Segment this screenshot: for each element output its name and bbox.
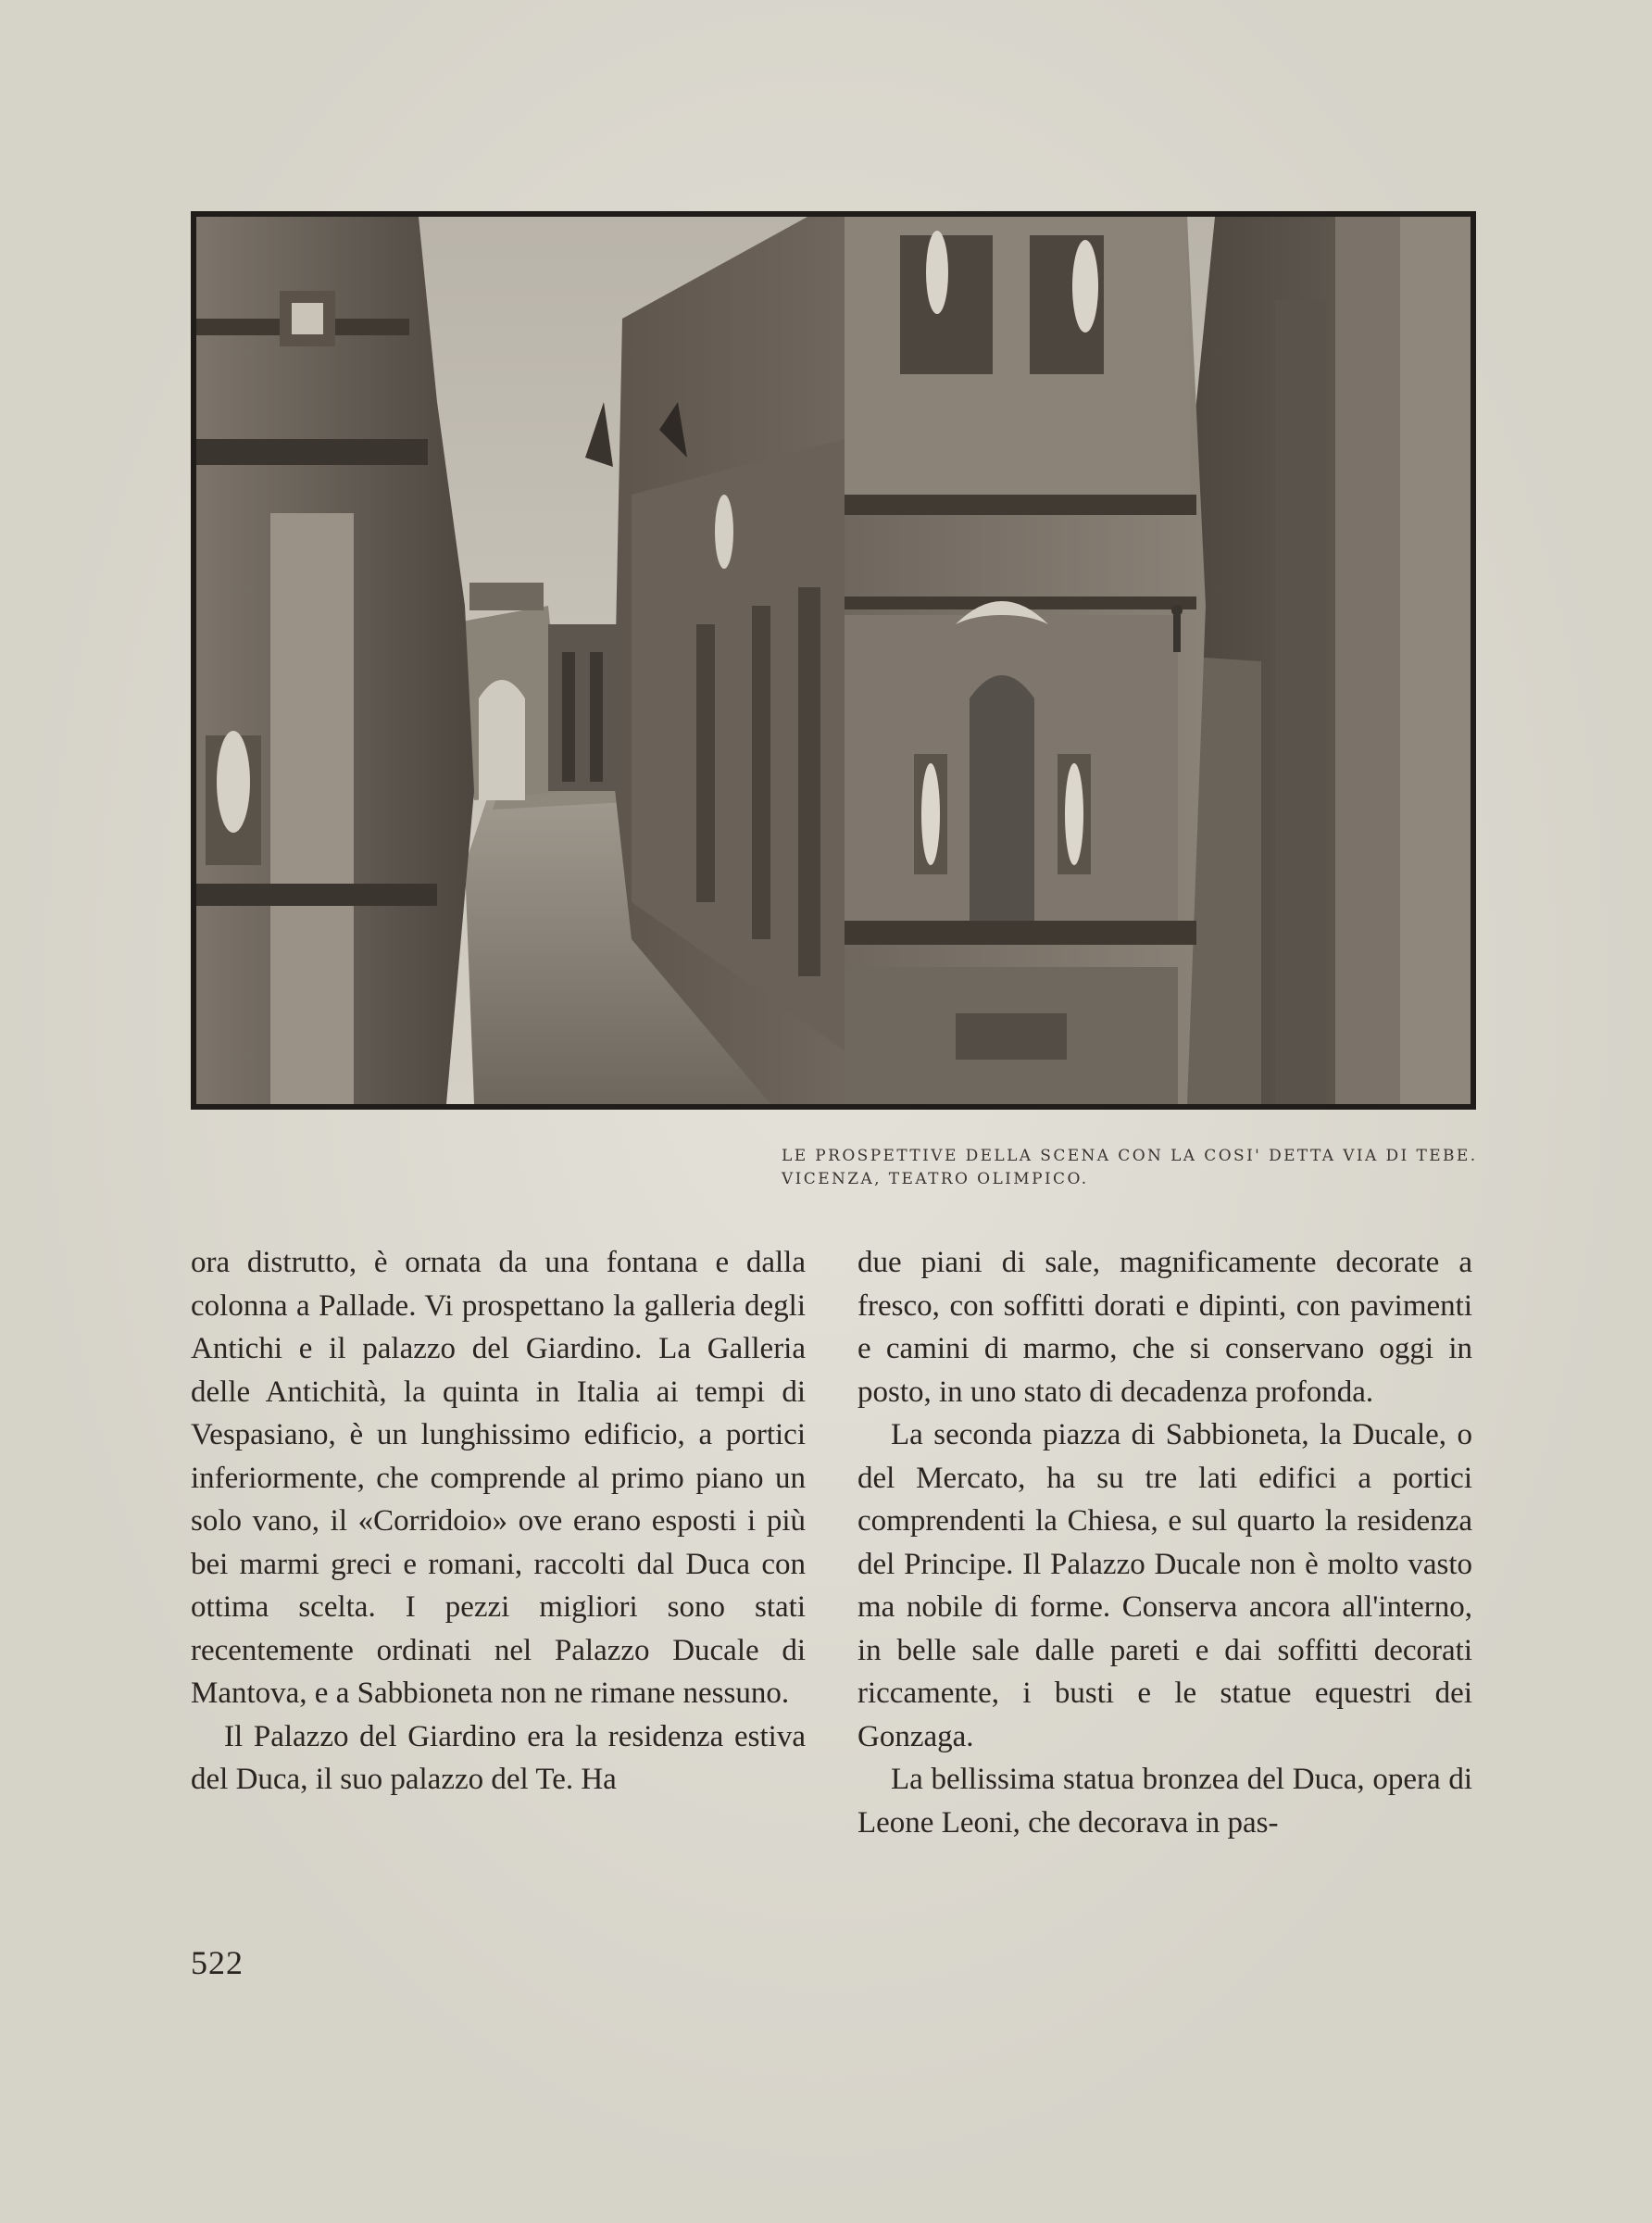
page-number: 522 [191, 1944, 244, 1981]
photo-plate [191, 211, 1476, 1110]
paragraph: La bellissima statua bronzea del Duca, opera di Leone Leoni, che decorava in pas- [857, 1763, 1472, 1840]
caption-line: VICENZA, TEATRO OLIMPICO. [782, 1170, 1089, 1188]
text-column-right [857, 1241, 1472, 1844]
paragraph: ora distrutto, è ornata da una fontana e dalla colonna a Pallade. Vi prospettano la galleria degli Antichi e il palazzo del Giardino. La Galleria delle Antichità, la quinta in Italia ai tempi di Vespasiano, è un lunghissimo edificio, a portici inferiormente, che comprende al primo piano un solo vano, il «Corridoio» ove erano esposti i più bei marmi greci e romani, raccolti dal Duca con ottima scelta. I pezzi migliori sono stati recentemente ordinati nel Palazzo Ducale di Mantova, e a Sabbioneta non ne rimane nessuno. [191, 1246, 806, 1710]
caption-line: LE PROSPETTIVE DELLA SCENA CON LA COSI' DETTA VIA DI TEBE. [782, 1147, 1478, 1165]
theatre-stage-perspective-photo [196, 217, 1471, 1104]
paragraph: due piani di sale, magnificamente decorate a fresco, con soffitti dorati e dipinti, con pavimenti e camini di marmo, che si conservano oggi in posto, in uno stato di decadenza profonda. [857, 1246, 1472, 1409]
figure-caption [782, 1145, 1485, 1191]
text-column-left [191, 1241, 806, 1802]
paragraph: Il Palazzo del Giardino era la residenza estiva del Duca, il suo palazzo del Te. Ha [191, 1719, 806, 1796]
paragraph: La seconda piazza di Sabbioneta, la Ducale, o del Mercato, ha su tre lati edifici a portici comprendenti la Chiesa, e sul quarto la residenza del Principe. Il Palazzo Ducale non è molto vasto ma nobile di forme. Conserva ancora all'interno, in belle sale dalle pareti e dai soffitti decorati riccamente, i busti e le statue equestri dei Gonzaga. [857, 1418, 1472, 1753]
